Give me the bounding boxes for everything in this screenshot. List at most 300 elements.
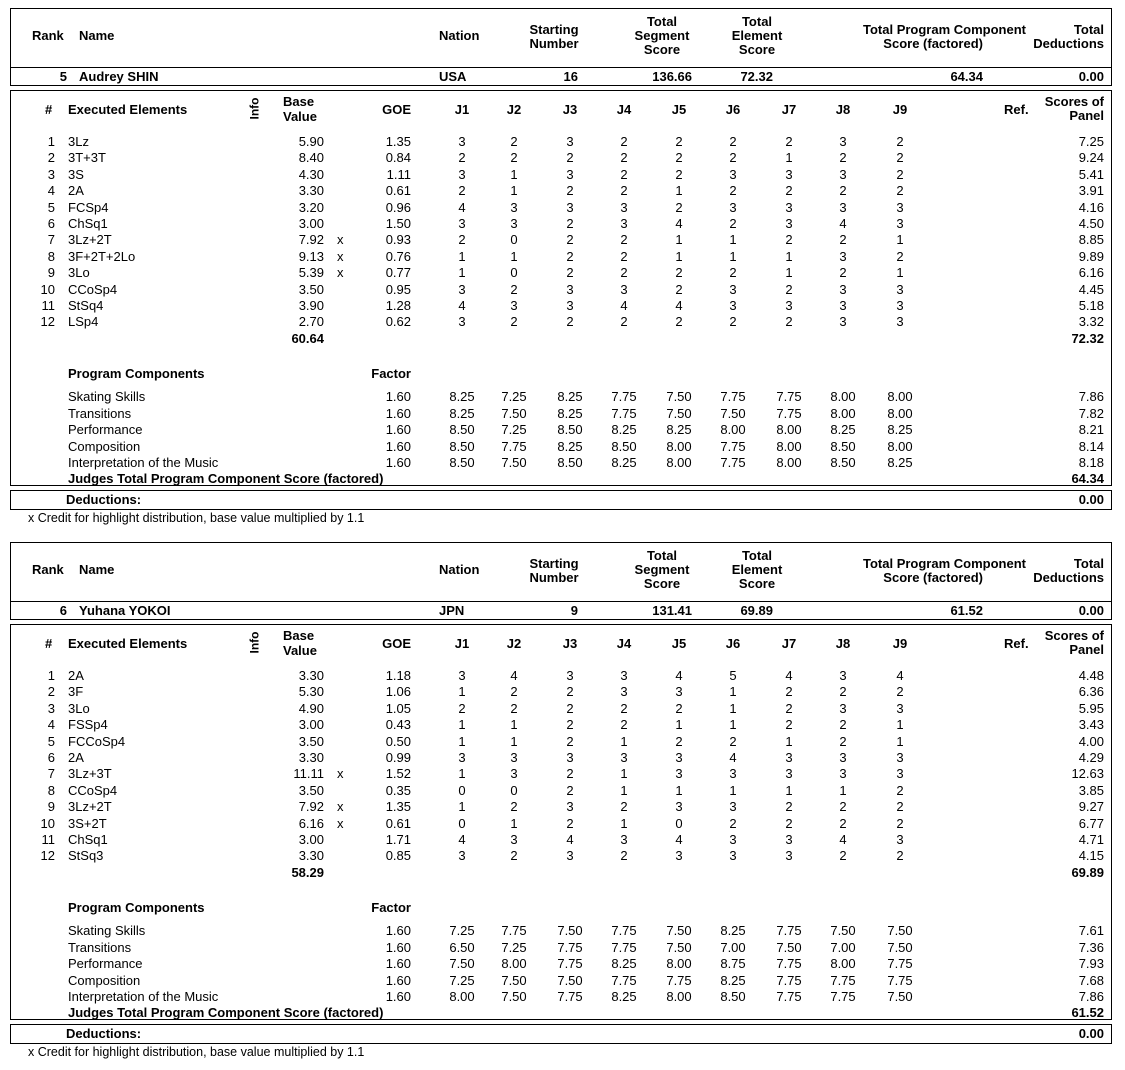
element-judge-score: 2 [785,232,793,248]
element-info-flag: x [337,815,344,831]
element-num: 2 [47,684,55,700]
element-judge-score: 2 [566,183,574,199]
element-base-value: 6.16 [298,815,324,831]
element-judge-score: 2 [510,134,518,149]
component-judge-score: 8.50 [557,422,583,437]
header-element-score-line-1: Total [741,14,773,29]
element-judge-score: 2 [620,150,628,166]
element-judge-score: 2 [620,232,628,248]
element-judge-score: 1 [675,248,683,264]
element-judge-score: 2 [729,265,737,281]
header-judge-4: J4 [616,636,632,651]
header-executed-elements: Executed Elements [68,636,188,651]
element-judge-score: 3 [566,848,574,864]
skater-nation: USA [439,69,467,84]
element-num: 5 [47,199,55,215]
header-rank: Rank [32,562,64,577]
element-judge-score: 3 [896,314,904,330]
base-value-total: 60.64 [291,330,324,346]
element-judge-score: 1 [896,733,904,749]
element-judge-score: 2 [620,717,628,733]
element-judge-score: 4 [896,668,904,683]
element-panel-score: 3.85 [1078,782,1104,798]
component-factor: 1.60 [385,405,411,421]
element-judge-score: 3 [785,199,793,215]
element-judge-score: 2 [896,134,904,149]
element-goe: 0.85 [385,848,411,864]
element-judge-score: 3 [729,199,737,215]
element-judge-score: 0 [510,232,518,248]
element-judge-score: 2 [839,815,847,831]
component-judge-score: 8.00 [887,389,913,404]
element-judge-score: 0 [458,815,466,831]
element-base-value: 11.11 [293,766,324,782]
element-judge-score: 2 [839,733,847,749]
component-judge-score: 8.00 [887,405,913,421]
element-judge-score: 3 [458,166,466,182]
header-program-components: Program Components [68,900,205,915]
element-num: 3 [47,166,55,182]
component-judge-score: 8.50 [830,455,856,470]
element-judge-score: 4 [458,298,466,313]
header-judge-9: J9 [892,636,908,651]
element-num: 5 [47,733,55,749]
element-judge-score: 2 [896,815,904,831]
element-judge-score: 2 [675,134,683,149]
element-num: 4 [47,717,55,733]
header-segment-score-line-1: Total [646,548,678,563]
component-judge-score: 8.25 [720,972,746,988]
element-goe: 0.96 [385,199,411,215]
component-judge-score: 8.25 [611,422,637,437]
skater-element-score: 69.89 [740,603,773,618]
element-panel-score: 6.77 [1078,815,1104,831]
component-panel-score: 8.18 [1078,455,1104,470]
element-judge-score: 3 [510,199,518,215]
element-judge-score: 2 [675,700,683,716]
element-judge-score: 3 [839,166,847,182]
component-judge-score: 7.25 [449,972,475,988]
element-judge-score: 4 [510,668,518,683]
element-judge-score: 3 [839,314,847,330]
header-segment-score-line-1: Total [646,14,678,29]
element-judge-score: 4 [675,216,683,231]
element-judge-score: 2 [620,166,628,182]
element-name: 3Lz [68,134,89,149]
component-judge-score: 7.50 [557,923,583,938]
header-judge-7: J7 [781,102,797,117]
skater-starting-number: 16 [563,69,578,84]
element-judge-score: 2 [510,314,518,330]
element-name: 3F+2T+2Lo [68,248,136,264]
element-base-value: 5.30 [298,684,324,700]
element-name: StSq3 [68,848,104,864]
element-judge-score: 2 [896,799,904,815]
element-judge-score: 3 [785,166,793,182]
header-name: Name [79,562,115,577]
element-judge-score: 2 [785,815,793,831]
element-panel-score: 9.27 [1078,799,1104,815]
element-judge-score: 2 [510,700,518,716]
element-panel-score: 12.63 [1071,766,1104,782]
element-info-flag: x [337,232,344,248]
element-judge-score: 2 [510,799,518,815]
header-nation: Nation [439,562,480,577]
element-judge-score: 1 [785,782,793,798]
header-factor: Factor [371,900,411,915]
element-judge-score: 1 [675,183,683,199]
header-starting-number-line-2: Number [529,570,579,585]
component-judge-score: 8.50 [720,989,746,1004]
element-judge-score: 2 [729,815,737,831]
element-name: 3S [68,166,84,182]
element-judge-score: 0 [510,265,518,281]
element-num: 2 [47,150,55,166]
element-judge-score: 2 [620,265,628,281]
skater-starting-number: 9 [570,603,578,618]
element-name: CCoSp4 [68,782,118,798]
element-base-value: 7.92 [298,799,324,815]
element-judge-score: 2 [620,134,628,149]
component-judge-score: 8.00 [720,422,746,437]
element-name: LSp4 [68,314,99,330]
element-base-value: 3.50 [298,281,324,297]
component-judge-score: 8.00 [776,438,802,454]
component-panel-score: 7.61 [1078,923,1104,938]
element-judge-score: 4 [785,668,793,683]
element-name: 3Lz+3T [68,766,112,782]
element-panel-score: 5.18 [1078,298,1104,313]
component-judge-score: 7.00 [830,939,856,955]
element-judge-score: 3 [566,166,574,182]
element-judge-score: 3 [566,750,574,765]
component-judge-score: 8.25 [887,455,913,470]
element-judge-score: 2 [896,166,904,182]
header-starting-number-line-1: Starting [529,556,579,571]
element-judge-score: 2 [458,700,466,716]
header-judge-6: J6 [725,102,741,117]
element-judge-score: 3 [839,750,847,765]
element-judge-score: 2 [839,232,847,248]
element-judge-score: 2 [839,265,847,281]
header-deductions-line-1: Total [1073,22,1104,37]
header-starting-number-line-1: Starting [529,22,579,37]
header-segment-score-line-2: Segment [634,562,690,577]
element-judge-score: 1 [729,232,737,248]
component-judge-score: 7.75 [720,455,746,470]
component-judge-score: 7.50 [449,956,475,971]
element-name: 3T+3T [68,150,106,166]
header-judge-2: J2 [506,102,522,117]
element-num: 10 [40,815,55,831]
judges-total-pcs-label: Judges Total Program Component Score (factored) [68,1004,384,1020]
element-judge-score: 3 [566,668,574,683]
element-judge-score: 3 [896,832,904,847]
element-judge-score: 1 [458,733,466,749]
element-goe: 1.18 [385,668,411,683]
header-ref: Ref. [1004,636,1029,651]
element-judge-score: 2 [896,684,904,700]
element-judge-score: 1 [675,717,683,733]
element-judge-score: 2 [620,848,628,864]
element-panel-score: 6.16 [1078,265,1104,281]
element-judge-score: 3 [458,314,466,330]
element-goe: 0.93 [385,232,411,248]
element-judge-score: 3 [675,766,683,782]
element-judge-score: 2 [785,684,793,700]
element-name: StSq4 [68,298,104,313]
element-base-value: 5.39 [298,265,324,281]
element-judge-score: 1 [839,782,847,798]
element-judge-score: 2 [729,733,737,749]
element-info-flag: x [337,248,344,264]
component-judge-score: 7.50 [557,972,583,988]
component-factor: 1.60 [385,939,411,955]
element-judge-score: 1 [510,248,518,264]
header-segment-score-line-3: Score [643,42,681,57]
element-judge-score: 3 [729,166,737,182]
header-pcs-line-1: Total Program Component [863,556,1026,571]
component-judge-score: 7.75 [776,389,802,404]
element-goe: 1.52 [385,766,411,782]
deductions-value: 0.00 [1078,1026,1104,1041]
element-base-value: 3.90 [298,298,324,313]
component-name: Interpretation of the Music [68,455,219,470]
component-judge-score: 8.50 [449,455,475,470]
component-judge-score: 8.25 [666,422,692,437]
element-judge-score: 2 [729,314,737,330]
element-judge-score: 2 [729,183,737,199]
element-base-value: 3.00 [298,216,324,231]
element-judge-score: 3 [510,298,518,313]
element-base-value: 8.40 [298,150,324,166]
element-judge-score: 3 [458,668,466,683]
header-base-value-1: Base [283,94,315,109]
component-judge-score: 7.50 [887,939,913,955]
element-judge-score: 4 [566,832,574,847]
component-judge-score: 8.25 [449,405,475,421]
header-info: Info [247,97,262,120]
element-judge-score: 2 [510,684,518,700]
component-judge-score: 7.25 [449,923,475,938]
component-judge-score: 7.50 [666,405,692,421]
component-judge-score: 8.00 [449,989,475,1004]
component-judge-score: 8.00 [830,956,856,971]
skater-pcs-total: 64.34 [950,69,983,84]
element-judge-score: 3 [896,750,904,765]
element-judge-score: 3 [785,832,793,847]
component-judge-score: 8.25 [887,422,913,437]
element-judge-score: 3 [458,134,466,149]
component-judge-score: 8.25 [611,956,637,971]
element-name: ChSq1 [68,216,108,231]
element-judge-score: 1 [896,265,904,281]
component-judge-score: 7.75 [720,389,746,404]
header-judge-9: J9 [892,102,908,117]
element-name: 2A [68,668,84,683]
element-judge-score: 2 [785,281,793,297]
header-pcs-line-2: Score (factored) [883,36,983,51]
skater-nation: JPN [439,603,465,618]
footnote: x Credit for highlight distribution, base value multiplied by 1.1 [28,1045,365,1059]
element-num: 1 [47,134,55,149]
element-judge-score: 1 [785,733,793,749]
element-name: FCSp4 [68,199,109,215]
component-judge-score: 8.50 [449,438,475,454]
element-judge-score: 3 [675,684,683,700]
header-scores-of-panel-line-2: Panel [1069,108,1104,123]
element-judge-score: 2 [896,782,904,798]
element-base-value: 4.90 [298,700,324,716]
element-judge-score: 2 [896,183,904,199]
component-judge-score: 8.00 [666,438,692,454]
element-judge-score: 2 [458,183,466,199]
deductions-label: Deductions: [66,492,142,507]
element-judge-score: 3 [675,799,683,815]
element-judge-score: 3 [896,281,904,297]
element-name: 3Lz+2T [68,232,112,248]
element-panel-score: 9.89 [1078,248,1104,264]
element-judge-score: 2 [566,265,574,281]
component-panel-score: 7.36 [1078,939,1104,955]
element-judge-score: 3 [785,750,793,765]
element-judge-score: 1 [458,799,466,815]
element-name: 2A [68,183,84,199]
header-goe: GOE [382,102,411,117]
element-num: 7 [47,766,55,782]
header-program-components: Program Components [68,366,205,381]
component-judge-score: 7.75 [501,438,527,454]
component-judge-score: 7.25 [501,389,527,404]
element-judge-score: 3 [839,134,847,149]
element-judge-score: 2 [675,733,683,749]
element-judge-score: 3 [839,298,847,313]
element-judge-score: 1 [729,700,737,716]
element-judge-score: 2 [566,216,574,231]
element-judge-score: 1 [785,265,793,281]
header-ref: Ref. [1004,102,1029,117]
header-judge-3: J3 [562,636,578,651]
element-judge-score: 4 [675,298,683,313]
component-judge-score: 8.25 [611,989,637,1004]
element-judge-score: 5 [729,668,737,683]
footnote: x Credit for highlight distribution, base value multiplied by 1.1 [28,511,365,525]
header-scores-of-panel-line-1: Scores of [1044,628,1104,643]
element-judge-score: 1 [510,733,518,749]
component-judge-score: 7.75 [557,956,583,971]
element-judge-score: 2 [675,150,683,166]
judges-total-pcs-value: 61.52 [1071,1004,1104,1020]
element-panel-score: 4.50 [1078,216,1104,231]
header-deductions-line-1: Total [1073,556,1104,571]
component-judge-score: 8.25 [449,389,475,404]
header-info: Info [247,631,262,654]
element-judge-score: 2 [566,782,574,798]
element-panel-score: 9.24 [1078,150,1104,166]
element-judge-score: 3 [620,216,628,231]
element-judge-score: 2 [839,799,847,815]
header-executed-elements: Executed Elements [68,102,188,117]
element-panel-score: 8.85 [1078,232,1104,248]
element-judge-score: 3 [566,281,574,297]
element-judge-score: 3 [458,216,466,231]
element-panel-score: 4.16 [1078,199,1104,215]
element-panel-total: 72.32 [1071,330,1104,346]
header-pcs-line-2: Score (factored) [883,570,983,585]
element-judge-score: 3 [510,766,518,782]
element-judge-score: 1 [785,150,793,166]
element-judge-score: 3 [729,848,737,864]
element-judge-score: 3 [675,848,683,864]
skater-element-score: 72.32 [740,69,773,84]
element-name: ChSq1 [68,832,108,847]
element-judge-score: 3 [839,766,847,782]
element-judge-score: 1 [458,766,466,782]
skater-pcs-total: 61.52 [950,603,983,618]
element-judge-score: 2 [675,265,683,281]
element-judge-score: 1 [458,248,466,264]
header-segment-score-line-3: Score [643,576,681,591]
element-num: 6 [47,750,55,765]
component-factor: 1.60 [385,989,411,1004]
component-panel-score: 7.93 [1078,956,1104,971]
component-panel-score: 7.86 [1078,989,1104,1004]
component-judge-score: 7.75 [887,972,913,988]
element-judge-score: 4 [620,298,628,313]
component-judge-score: 8.00 [776,422,802,437]
component-judge-score: 7.50 [666,939,692,955]
element-name: 3Lo [68,700,90,716]
element-judge-score: 2 [620,314,628,330]
element-judge-score: 1 [896,232,904,248]
element-judge-score: 3 [785,766,793,782]
element-judge-score: 2 [729,216,737,231]
element-judge-score: 2 [566,248,574,264]
element-goe: 0.61 [385,183,411,199]
header-deductions-line-2: Deductions [1033,36,1104,51]
element-goe: 1.05 [385,700,411,716]
element-num: 3 [47,700,55,716]
element-base-value: 7.92 [298,232,324,248]
element-judge-score: 1 [675,232,683,248]
element-judge-score: 3 [896,700,904,716]
element-judge-score: 3 [785,298,793,313]
element-judge-score: 1 [729,684,737,700]
element-judge-score: 3 [729,832,737,847]
component-judge-score: 7.50 [887,989,913,1004]
header-judge-5: J5 [671,102,687,117]
element-judge-score: 2 [675,199,683,215]
element-goe: 1.28 [385,298,411,313]
component-judge-score: 7.75 [830,972,856,988]
deductions-value: 0.00 [1078,492,1104,507]
component-factor: 1.60 [385,923,411,938]
element-goe: 1.35 [385,134,411,149]
component-name: Transitions [68,405,132,421]
element-judge-score: 3 [620,750,628,765]
header-num: # [45,636,53,651]
header-judge-7: J7 [781,636,797,651]
element-num: 11 [41,832,55,847]
element-judge-score: 3 [510,216,518,231]
element-judge-score: 3 [896,216,904,231]
deductions-box [10,490,1112,510]
element-judge-score: 1 [785,248,793,264]
element-judge-score: 2 [510,281,518,297]
element-judge-score: 3 [839,248,847,264]
element-num: 8 [47,782,55,798]
component-name: Skating Skills [68,923,146,938]
